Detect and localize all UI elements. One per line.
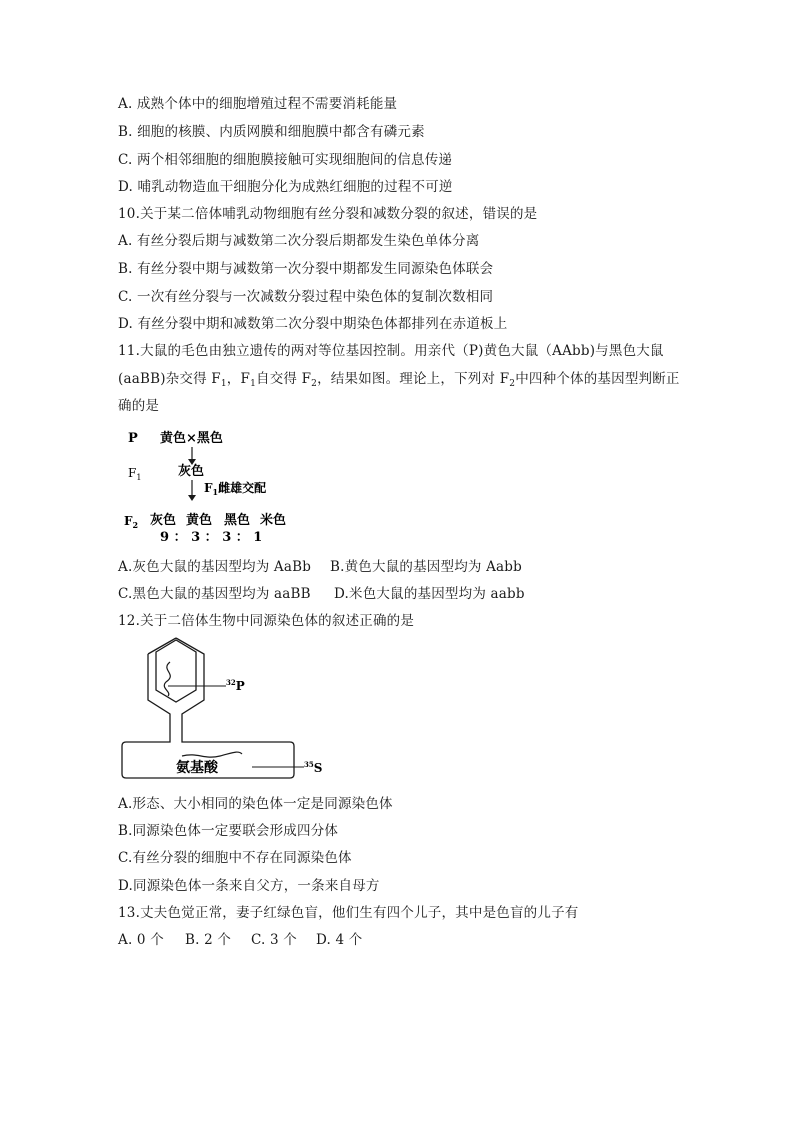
- q11-stem-line1: 11.大鼠的毛色由独立遗传的两对等位基因控制。用亲代（P)黄色大鼠（AAbb)与黑色大鼠: [118, 343, 664, 359]
- q10-option-a: A. 有丝分裂后期与减数第二次分裂后期都发生染色单体分离: [118, 233, 480, 249]
- f2-phenotype-gray: 灰色: [150, 513, 177, 528]
- f2-phenotype-cream: 米色: [260, 513, 287, 528]
- q13-option-c: C. 3 个: [251, 932, 298, 948]
- q13-stem: 13.丈夫色觉正常，妻子红绿色盲，他们生有四个儿子，其中是色盲的儿子有: [118, 905, 579, 921]
- phage-head: [156, 640, 196, 702]
- q9-option-b: B. 细胞的核膜、内质网膜和细胞膜中都含有磷元素: [118, 124, 425, 140]
- p-cross: 黄色×黑色: [160, 431, 223, 446]
- q10-option-c: C. 一次有丝分裂与一次减数分裂过程中染色体的复制次数相同: [118, 289, 494, 305]
- q11-option-d: D.米色大鼠的基因型均为 aabb: [334, 586, 525, 602]
- q10-stem: 10.关于某二倍体哺乳动物细胞有丝分裂和减数分裂的叙述，错误的是: [118, 206, 538, 222]
- label-32p: $^{32}$P: [226, 678, 245, 693]
- label-35s: $^{35}$S: [304, 760, 323, 775]
- q11-option-a: A.灰色大鼠的基因型均为 AaBb: [118, 559, 312, 575]
- f2-label: $F_2$: [124, 514, 139, 530]
- f1-label: $F_1$: [128, 466, 142, 482]
- q11-option-b: B.黄色大鼠的基因型均为 Aabb: [330, 559, 522, 575]
- arrowhead-f1-f2: [188, 495, 196, 501]
- f2-phenotype-black: 黑色: [224, 513, 251, 528]
- phage-diagram: [118, 636, 338, 786]
- q12-option-b: B.同源染色体一定要联会形成四分体: [118, 823, 339, 839]
- q12-option-c: C.有丝分裂的细胞中不存在同源染色体: [118, 850, 352, 866]
- q11-stem-line2: (aaBB)杂交得 $F_1$，$F_1$自交得 $F_2$，结果如图。理论上，下列对 $F_2$中四种个体的基因型判断正: [118, 371, 680, 389]
- q11-option-c: C.黑色大鼠的基因型均为 aaBB: [118, 586, 311, 602]
- q12-option-d: D.同源染色体一条来自父方，一条来自母方: [118, 878, 380, 894]
- protein-squiggle: [182, 752, 242, 757]
- q12-option-a: A.形态、大小相同的染色体一定是同源染色体: [118, 796, 393, 812]
- q9-option-d: D. 哺乳动物造血干细胞分化为成熟红细胞的过程不可逆: [118, 179, 453, 195]
- q12-stem: 12.关于二倍体生物中同源染色体的叙述正确的是: [118, 613, 415, 629]
- f1-phenotype: 灰色: [178, 464, 205, 479]
- f1-mating: $F_1$雌雄交配: [204, 481, 267, 497]
- q13-option-a: A. 0 个: [118, 932, 164, 948]
- q13-option-b: B. 2 个: [185, 932, 232, 948]
- q13-option-d: D. 4 个: [316, 932, 363, 948]
- f2-phenotype-yellow: 黄色: [186, 513, 213, 528]
- q10-option-b: B. 有丝分裂中期与减数第一次分裂中期都发生同源染色体联会: [118, 261, 494, 277]
- amino-acid-label: 氨基酸: [176, 760, 218, 776]
- q9-option-a: A. 成熟个体中的细胞增殖过程不需要消耗能量: [118, 96, 398, 112]
- f2-ratio: 9 ： 3 ： 3 ： 1: [160, 530, 263, 545]
- p-label: P: [128, 431, 138, 446]
- dna-squiggle: [164, 662, 170, 696]
- q10-option-d: D. 有丝分裂中期和减数第二次分裂中期染色体都排列在赤道板上: [118, 316, 508, 332]
- cross-diagram: [118, 425, 318, 545]
- q9-option-c: C. 两个相邻细胞的细胞膜接触可实现细胞间的信息传递: [118, 152, 453, 168]
- q11-stem-line3: 确的是: [118, 398, 160, 414]
